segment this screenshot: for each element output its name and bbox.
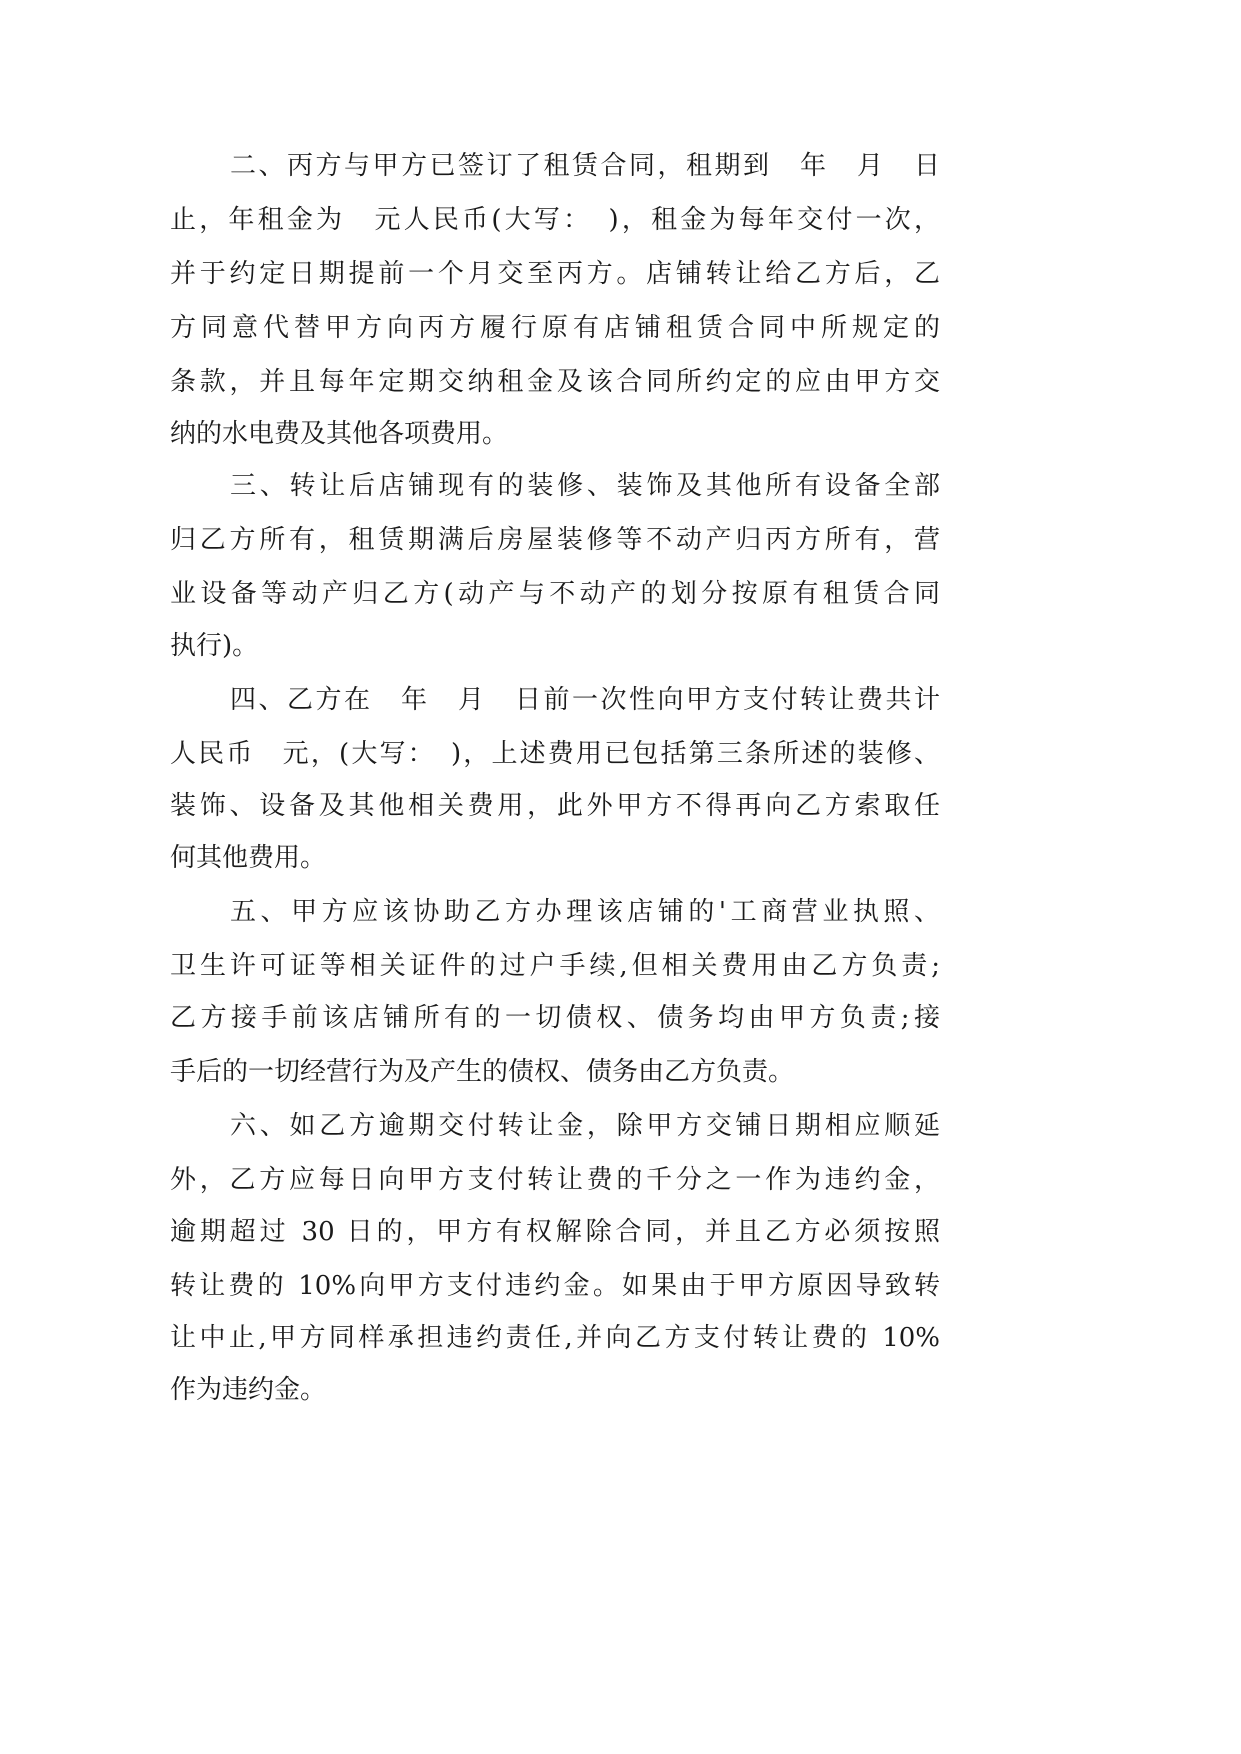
paragraph-2-line-5: 条款，并且每年定期交纳租金及该合同所约定的应由甲方交 [170, 367, 940, 397]
paragraph-4-line-1: 四、乙方在 年 月 日前一次性向甲方支付转让费共计 [230, 685, 940, 715]
paragraph-6-line-3: 逾期超过 30 日的，甲方有权解除合同，并且乙方必须按照 [170, 1217, 940, 1247]
paragraph-3-line-3: 业设备等动产归乙方(动产与不动产的划分按原有租赁合同 [170, 579, 940, 609]
paragraph-2-line-1: 二、丙方与甲方已签订了租赁合同，租期到 年 月 日 [230, 151, 940, 181]
paragraph-3-line-1: 三、转让后店铺现有的装修、装饰及其他所有设备全部 [230, 471, 940, 501]
paragraph-4-line-2: 人民币 元，(大写： )，上述费用已包括第三条所述的装修、 [170, 739, 940, 769]
paragraph-5-line-4: 手后的一切经营行为及产生的债权、债务由乙方负责。 [170, 1057, 795, 1087]
paragraph-6-line-2: 外，乙方应每日向甲方支付转让费的千分之一作为违约金， [170, 1165, 940, 1195]
paragraph-3-line-4: 执行)。 [170, 631, 259, 661]
paragraph-2-line-6: 纳的水电费及其他各项费用。 [170, 419, 509, 449]
paragraph-6-line-1: 六、如乙方逾期交付转让金，除甲方交铺日期相应顺延 [230, 1111, 940, 1141]
paragraph-5-line-1: 五、甲方应该协助乙方办理该店铺的'工商营业执照、 [230, 897, 940, 927]
paragraph-2-line-2: 止，年租金为 元人民币(大写： )，租金为每年交付一次， [170, 205, 940, 235]
paragraph-5-line-2: 卫生许可证等相关证件的过户手续,但相关费用由乙方负责; [170, 951, 940, 981]
paragraph-3-line-2: 归乙方所有，租赁期满后房屋装修等不动产归丙方所有，营 [170, 525, 940, 555]
paragraph-6-line-6: 作为违约金。 [170, 1375, 327, 1405]
paragraph-4-line-3: 装饰、设备及其他相关费用，此外甲方不得再向乙方索取任 [170, 791, 940, 821]
paragraph-5-line-3: 乙方接手前该店铺所有的一切债权、债务均由甲方负责;接 [170, 1003, 940, 1033]
paragraph-2-line-4: 方同意代替甲方向丙方履行原有店铺租赁合同中所规定的 [170, 313, 940, 343]
paragraph-4-line-4: 何其他费用。 [170, 843, 327, 873]
paragraph-6-line-5: 让中止,甲方同样承担违约责任,并向乙方支付转让费的 10% [170, 1323, 940, 1353]
paragraph-2-line-3: 并于约定日期提前一个月交至丙方。店铺转让给乙方后，乙 [170, 259, 940, 289]
paragraph-6-line-4: 转让费的 10%向甲方支付违约金。如果由于甲方原因导致转 [170, 1271, 940, 1301]
